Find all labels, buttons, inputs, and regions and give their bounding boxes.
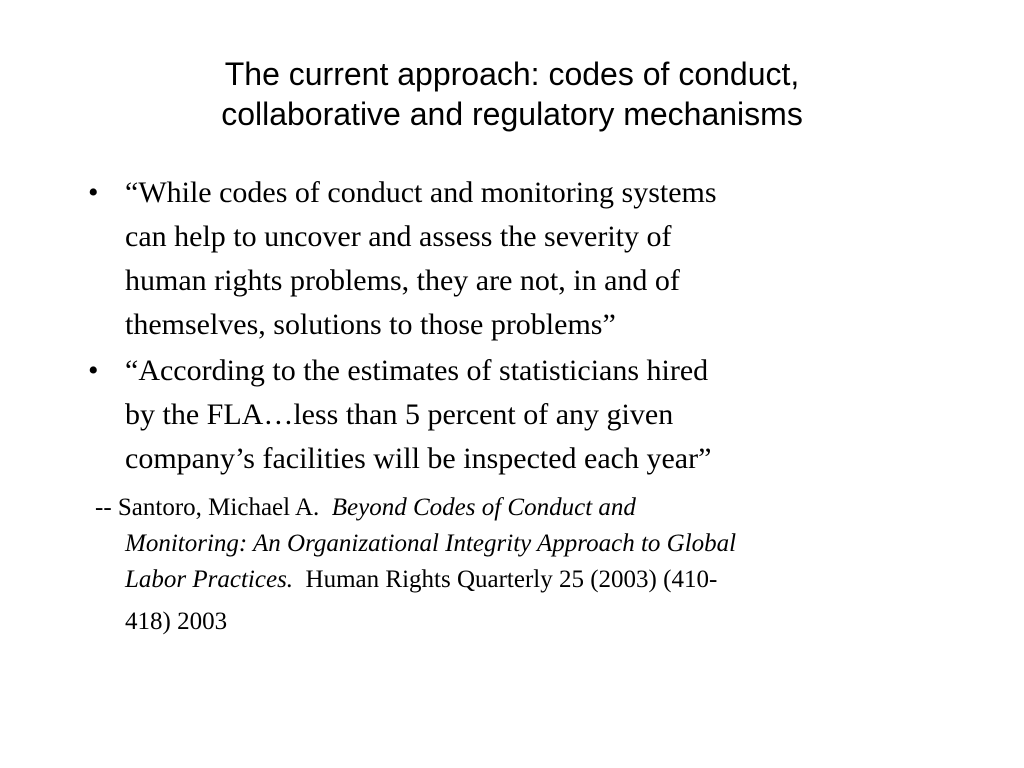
bullet-1-line-1: “While codes of conduct and monitoring systems xyxy=(125,176,717,209)
citation-author: -- Santoro, Michael A. xyxy=(95,494,320,521)
citation-title-part-1: Beyond Codes of Conduct and xyxy=(331,494,636,521)
bullet-list xyxy=(85,171,945,483)
citation-line-3 xyxy=(95,562,945,598)
citation xyxy=(95,490,945,640)
slide-title xyxy=(60,54,964,134)
bullet-1-line-2: can help to uncover and assess the severity of xyxy=(125,220,672,253)
citation-title-part-2: Monitoring: An Organizational Integrity Approach to Global xyxy=(125,530,737,557)
bullet-1-line-4: themselves, solutions to those problems” xyxy=(125,308,616,341)
slide-title-line-2: collaborative and regulatory mechanisms xyxy=(221,96,803,132)
citation-journal: Human Rights Quarterly 25 (2003) (410- xyxy=(305,566,718,593)
citation-line-4: 418) 2003 xyxy=(125,608,228,635)
bullet-item-1 xyxy=(85,171,945,347)
bullet-item-2 xyxy=(85,349,945,481)
bullet-2-line-3: company’s facilities will be inspected each year” xyxy=(125,442,712,475)
bullet-1-line-3: human rights problems, they are not, in and of xyxy=(125,264,680,297)
citation-title-part-3: Labor Practices. xyxy=(125,566,294,593)
bullet-dot-icon: • xyxy=(88,176,99,209)
bullet-2-line-1: “According to the estimates of statisticians hired xyxy=(125,354,709,387)
citation-line-2 xyxy=(95,526,945,562)
bullet-2-line-2: by the FLA…less than 5 percent of any given xyxy=(125,398,674,431)
slide-title-line-1: The current approach: codes of conduct, xyxy=(224,56,800,92)
bullet-dot-icon: • xyxy=(88,354,99,387)
citation-line-1 xyxy=(95,490,945,526)
